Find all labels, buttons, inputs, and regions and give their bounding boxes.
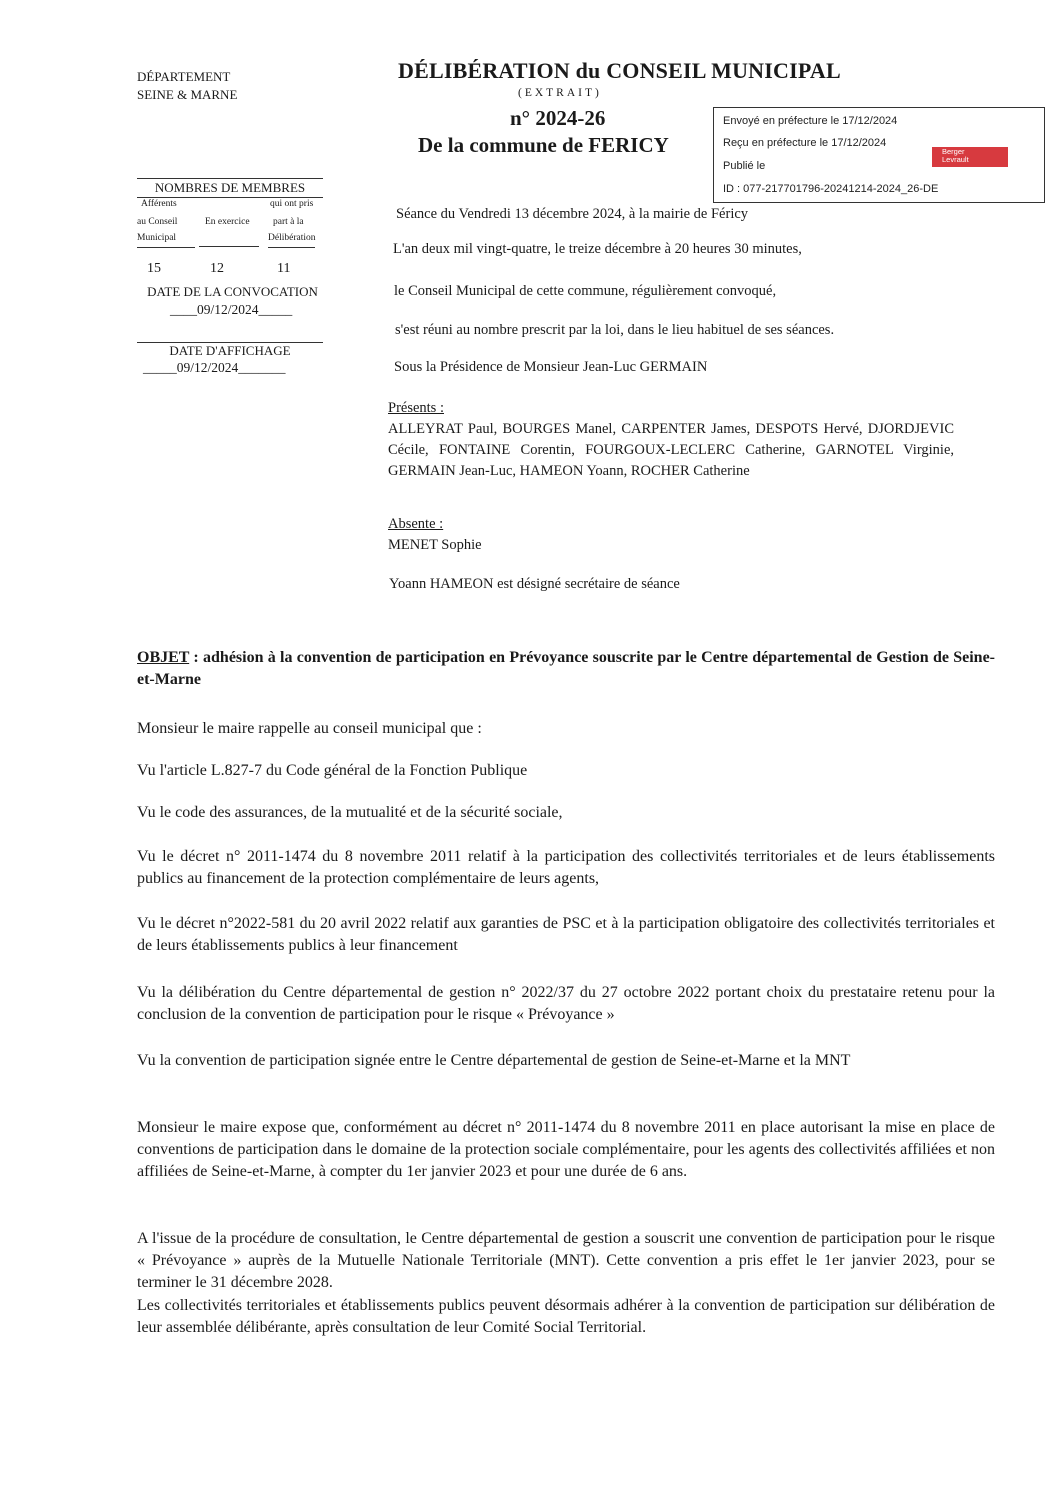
department-label: DÉPARTEMENT [137, 69, 231, 84]
members-columns [137, 198, 323, 244]
paragraph-7: Vu la convention de participation signée entre le Centre départemental de gestion de Seine-et-Marne et la MNT [137, 1052, 851, 1069]
col-afferents-3: Municipal [137, 230, 195, 248]
absente-section [388, 514, 954, 556]
members-header: NOMBRES DE MEMBRES [137, 178, 323, 198]
seance-date: Séance du Vendredi 13 décembre 2024, à la mairie de Féricy [396, 206, 749, 222]
document-title: DÉLIBÉRATION du CONSEIL MUNICIPAL [398, 58, 841, 83]
paragraph-1: Monsieur le maire rappelle au conseil municipal que : [137, 720, 482, 737]
seance-president: Sous la Présidence de Monsieur Jean-Luc GERMAIN [394, 359, 708, 375]
count-votants: 11 [277, 261, 291, 276]
paragraph-8: Monsieur le maire expose que, conformément au décret n° 2011-1474 du 8 novembre 2011 en place autorisant la mise en place de conventions de participation dans le domaine de la protection sociale complémentaire, pour les agents des collectivités affiliées et non affiliées de Seine-et-Marne, à compter du 1er janvier 2023 et pour une durée de 6 ans. [137, 1119, 995, 1180]
count-afferents: 15 [147, 261, 161, 276]
convocation-label: DATE DE LA CONVOCATION [147, 284, 318, 299]
extract-label: (EXTRAIT) [518, 87, 602, 99]
presents-label: Présents : [388, 400, 444, 416]
paragraph-3: Vu le code des assurances, de la mutualité et de la sécurité sociale, [137, 804, 563, 821]
deliberation-number: n° 2024-26 [510, 106, 606, 130]
paragraph-5: Vu le décret n°2022-581 du 20 avril 2022 relatif aux garanties de PSC et à la participation obligatoire des collectivités territoriales et de leurs établissements publics à leur financement [137, 915, 995, 954]
seance-time: L'an deux mil vingt-quatre, le treize décembre à 20 heures 30 minutes, [393, 241, 802, 257]
col-votants: qui ont pris [270, 199, 314, 209]
paragraph-6: Vu la délibération du Centre départemental de gestion n° 2022/37 du 27 octobre 2022 portant choix du prestataire retenu pour la conclusion de la convention de participation pour le risque « Prévoyance » [137, 984, 995, 1023]
members-table [137, 178, 323, 244]
affichage-date: _____09/12/2024_______ [143, 360, 286, 375]
paragraph-2: Vu l'article L.827-7 du Code général de la Fonction Publique [137, 762, 528, 779]
stamp-id: ID : 077-217701796-20241214-2024_26-DE [723, 183, 939, 195]
col-afferents-2: au Conseil [137, 217, 178, 227]
presents-list: ALLEYRAT Paul, BOURGES Manel, CARPENTER James, DESPOTS Hervé, DJORDJEVIC Cécile, FONTAINE Corentin, FOURGOUX-LECLERC Catherine, GARNOTEL Virginie, GERMAIN Jean-Luc, HAMEON Yoann, ROCHER Catherine [388, 421, 954, 479]
department-block [137, 68, 237, 104]
col-afferents: Afférents [141, 199, 177, 209]
affichage-label: DATE D'AFFICHAGE [137, 342, 323, 359]
stamp-received: Reçu en préfecture le 17/12/2024 [723, 137, 887, 149]
col-exercice: En exercice [205, 217, 250, 227]
seance-assembled: s'est réuni au nombre prescrit par la loi, dans le lieu habituel de ses séances. [395, 322, 835, 338]
paragraph-10: Les collectivités territoriales et établissements publics peuvent désormais adhérer à la convention de participation sur délibération de leur assemblée délibérante, après consultation de leur Comité Social Territorial. [137, 1297, 995, 1336]
col-votants-2: part à la [273, 217, 304, 227]
stamp-published: Publié le [723, 160, 766, 172]
stamp-sent: Envoyé en préfecture le 17/12/2024 [723, 115, 898, 127]
convocation-date: ____09/12/2024_____ [170, 302, 293, 317]
absente-name: MENET Sophie [388, 537, 482, 553]
secretary-line: Yoann HAMEON est désigné secrétaire de séance [389, 576, 680, 592]
presents-section [388, 398, 954, 482]
absente-label: Absente : [388, 516, 444, 532]
seance-convened: le Conseil Municipal de cette commune, régulièrement convoqué, [394, 283, 777, 299]
objet-text: : adhésion à la convention de participation en Prévoyance souscrite par le Centre départemental de Gestion de Seine-et-Marne [137, 649, 995, 688]
col-votants-3: Délibération [268, 230, 315, 248]
paragraph-9: A l'issue de la procédure de consultation, le Centre départemental de gestion a souscrit une convention de participation pour le risque « Prévoyance » auprès de la Mutuelle Nationale Territoriale (MNT). Cette convention a pris effet le 1er janvier 2023, pour se terminer le 31 décembre 2028. [137, 1230, 995, 1291]
commune-name: De la commune de FERICY [418, 133, 669, 157]
prefecture-stamp [713, 107, 1045, 203]
berger-levrault-logo: Berger Levrault [932, 147, 1008, 167]
department-name: SEINE & MARNE [137, 87, 238, 102]
objet-label: OBJET [137, 649, 190, 666]
count-exercice: 12 [210, 261, 224, 276]
objet-paragraph [137, 647, 995, 691]
paragraph-4: Vu le décret n° 2011-1474 du 8 novembre 2011 relatif à la participation des collectivités territoriales et de leurs établissements publics au financement de la protection complémentaire de leurs agents, [137, 848, 995, 887]
